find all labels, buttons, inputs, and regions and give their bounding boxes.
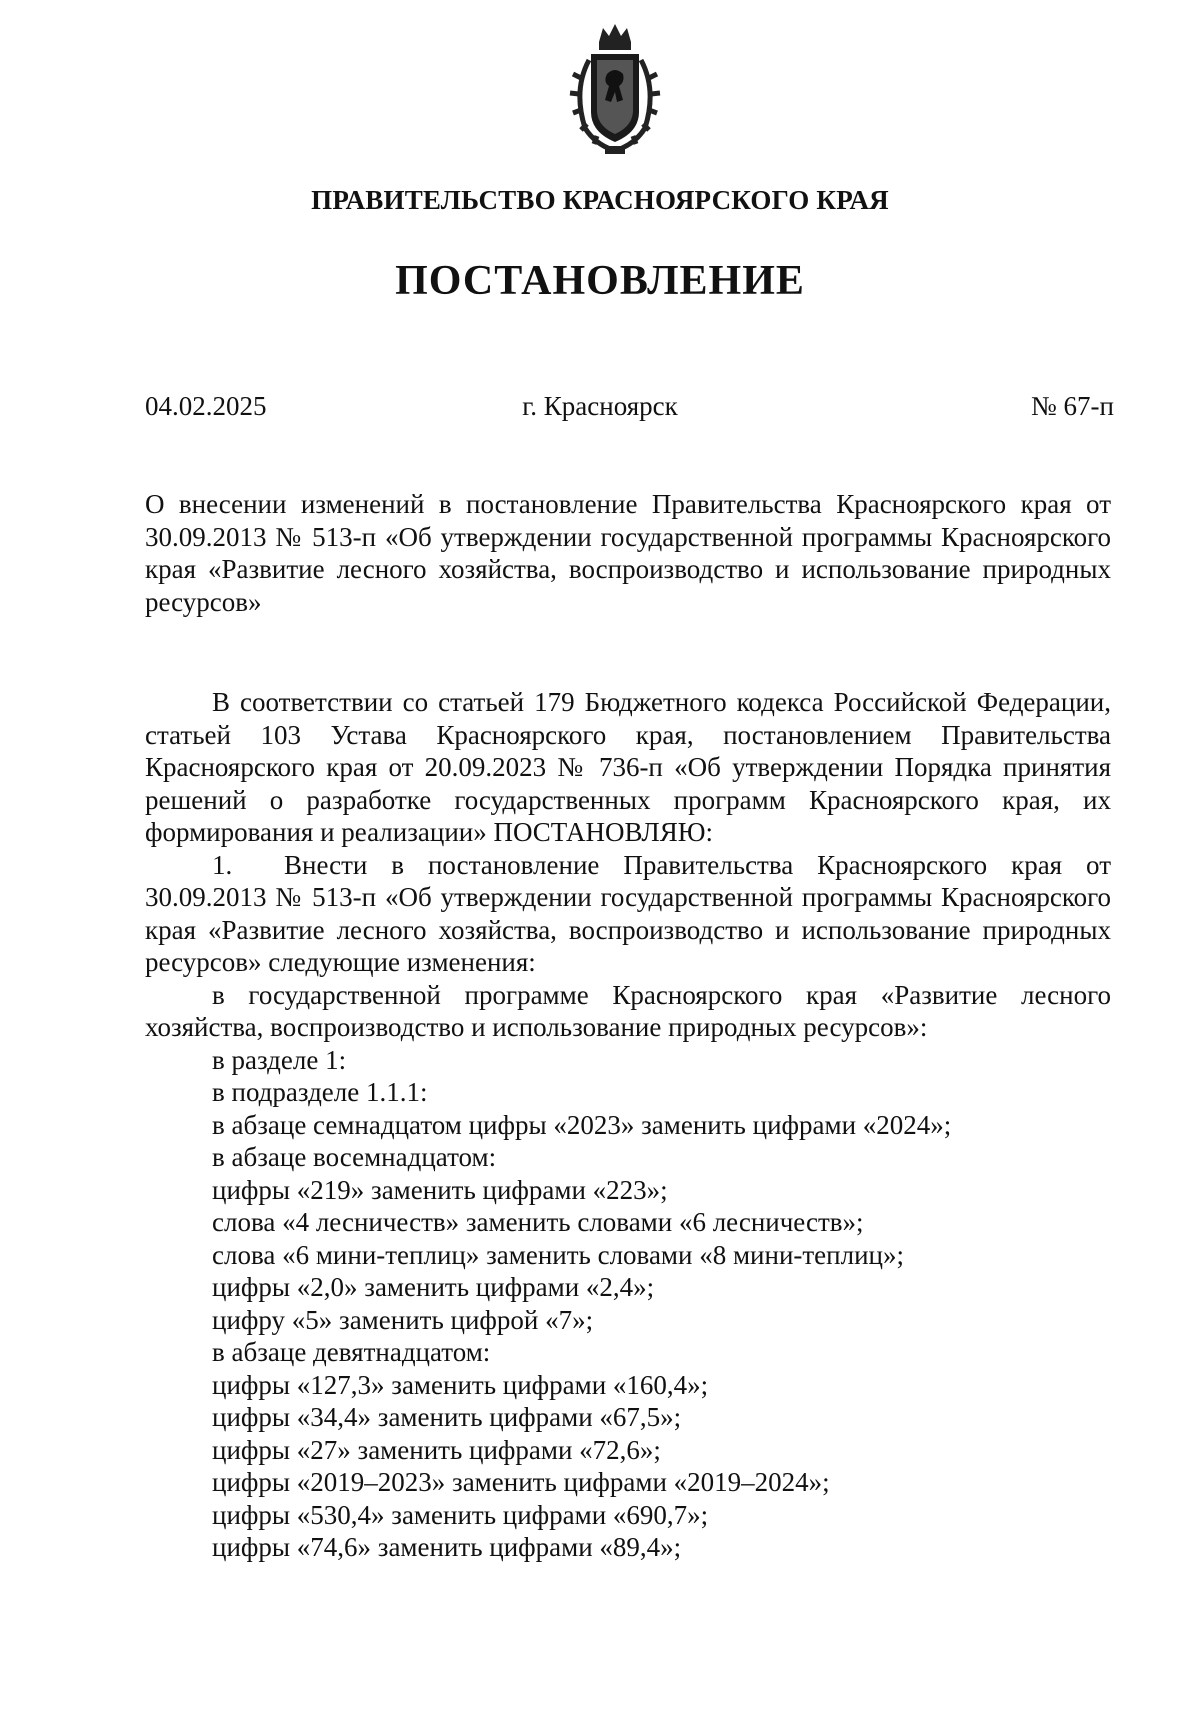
item-1-label: 1. <box>212 849 233 880</box>
amendment-line: в разделе 1: <box>212 1044 347 1075</box>
document-body <box>145 686 1111 1564</box>
amendment-line: цифры «27» заменить цифрами «72,6»; <box>212 1434 661 1465</box>
amendment-line: цифры «74,6» заменить цифрами «89,4»; <box>212 1532 682 1562</box>
preamble-paragraph: В соответствии со статьей 179 Бюджетного кодекса Российской Федерации, статьей 103 Устава Красноярского края, постановлением Правительства Красноярского края от 20.09.2023 № 736-п «Об утверждении Порядка принятия решений о разработке государственных программ Красноярского края, их формирования и реализации» ПОСТАНОВЛЯЮ: <box>145 687 1111 847</box>
government-name: ПРАВИТЕЛЬСТВО КРАСНОЯРСКОГО КРАЯ <box>311 185 889 215</box>
document-number: № 67-п <box>1031 391 1114 421</box>
document-type-heading: ПОСТАНОВЛЕНИЕ <box>395 258 805 304</box>
amendment-line: слова «6 мини-теплиц» заменить словами «8 мини-теплиц»; <box>212 1239 904 1270</box>
document-title: О внесении изменений в постановление Правительства Красноярского края от 30.09.2013 № 513-п «Об утверждении государственной программы Красноярского края «Развитие лесного хозяйства, воспроизводство и использование природных ресурсов» <box>145 489 1111 617</box>
amendment-line: в подразделе 1.1.1: <box>212 1077 428 1107</box>
amendment-line: цифры «2,0» заменить цифрами «2,4»; <box>212 1272 655 1302</box>
amendment-line: слова «4 лесничеств» заменить словами «6 лесничеств»; <box>212 1207 864 1237</box>
program-paragraph: в государственной программе Красноярского края «Развитие лесного хозяйства, воспроизводство и использование природных ресурсов»: <box>145 979 1111 1042</box>
amendment-line: цифры «2019–2023» заменить цифрами «2019–2024»; <box>212 1467 830 1497</box>
document-city: г. Красноярск <box>522 391 678 421</box>
amendment-line: цифры «530,4» заменить цифрами «690,7»; <box>212 1499 709 1530</box>
amendment-line: цифру «5» заменить цифрой «7»; <box>212 1304 594 1335</box>
amendment-line: цифры «219» заменить цифрами «223»; <box>212 1174 668 1205</box>
amendment-line: в абзаце семнадцатом цифры «2023» заменить цифрами «2024»; <box>212 1109 952 1140</box>
amendment-line: цифры «127,3» заменить цифрами «160,4»; <box>212 1369 709 1400</box>
item-1-text: Внести в постановление Правительства Красноярского края от 30.09.2013 № 513-п «Об утверждении государственной программы Красноярского края «Развитие лесного хозяйства, воспроизводство и использование природных ресурсов» следующие изменения: <box>145 849 1111 977</box>
item-1-paragraph <box>145 849 1111 979</box>
amendment-line: в абзаце восемнадцатом: <box>212 1142 497 1172</box>
coat-of-arms-emblem <box>559 20 671 160</box>
document-date: 04.02.2025 <box>145 391 267 421</box>
amendment-line: цифры «34,4» заменить цифрами «67,5»; <box>212 1402 682 1432</box>
amendment-line: в абзаце девятнадцатом: <box>212 1337 491 1367</box>
